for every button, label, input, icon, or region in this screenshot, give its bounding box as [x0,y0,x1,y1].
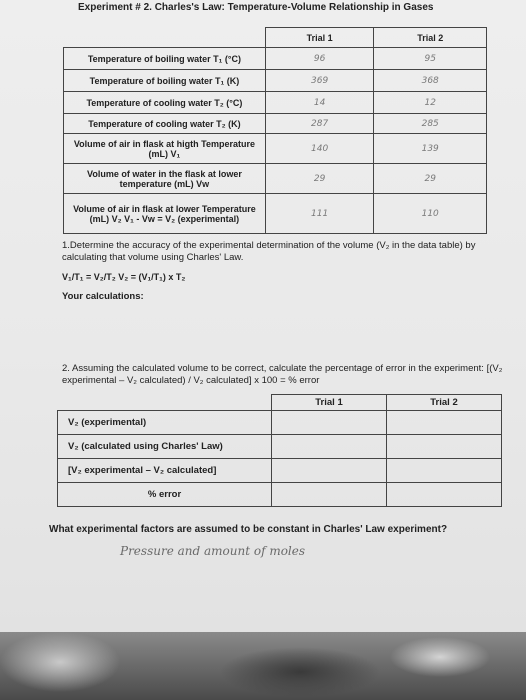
row-label: Volume of water in the flask at lower temperature (mL) Vw [64,164,266,194]
page-title: Experiment # 2. Charles's Law: Temperature-Volume Relationship in Gases [78,2,434,13]
handwritten-answer: Pressure and amount of moles [120,544,306,558]
table-row [64,164,487,194]
table-row [64,114,487,134]
trial-2-value: 110 [374,194,487,234]
row-label: V₂ (experimental) [58,411,272,435]
table-row [58,411,502,435]
trial-1-cell[interactable] [272,411,387,435]
table-row [64,92,487,114]
trial-2-value: 29 [374,164,487,194]
row-label: Temperature of boiling water T₁ (K) [64,70,266,92]
row-label: V₂ (calculated using Charles' Law) [58,435,272,459]
question-2: 2. Assuming the calculated volume to be correct, calculate the percentage of error in the experiment: [(V₂ experimental – V₂ calculated) / V₂ calculated] x 100 = % error [62,363,503,386]
background-surface [0,632,526,700]
trial-2-cell[interactable] [387,483,502,507]
trial-2-cell[interactable] [387,459,502,483]
trial-1-cell[interactable] [272,483,387,507]
table-row [58,435,502,459]
your-calculations-label: Your calculations: [62,291,144,302]
row-label: Volume of air in flask at lower Temperature (mL) V₂ V₁ - Vw = V₂ (experimental) [64,194,266,234]
row-label: Temperature of cooling water T₂ (°C) [64,92,266,114]
trial-1-value: 96 [265,48,374,70]
trial-2-value: 285 [374,114,487,134]
trial-2-value: 139 [374,134,487,164]
trial-2-header: Trial 2 [374,28,487,48]
trial-1-value: 369 [265,70,374,92]
row-label: Volume of air in flask at higth Temperature (mL) V₁ [64,134,266,164]
trial-2-cell[interactable] [387,411,502,435]
trial-1-value: 140 [265,134,374,164]
trial-1-cell[interactable] [272,459,387,483]
table-row [64,70,487,92]
table-row [58,459,502,483]
row-label: % error [58,483,272,507]
data-table [63,27,487,234]
charles-law-formula: V₁/T₁ = V₂/T₂ V₂ = (V₁/T₁) x T₂ [62,272,186,282]
row-label: [V₂ experimental – V₂ calculated] [58,459,272,483]
row-label: Temperature of boiling water T₁ (°C) [64,48,266,70]
trial-1-value: 111 [265,194,374,234]
row-label: Temperature of cooling water T₂ (K) [64,114,266,134]
trial-1-header: Trial 1 [265,28,374,48]
question-3: What experimental factors are assumed to be constant in Charles' Law experiment? [49,524,448,535]
error-table [57,394,502,507]
question-1: 1.Determine the accuracy of the experimental determination of the volume (V₂ in the data table) by calculating that volume using Charles' Law. [62,240,476,263]
trial-2-cell[interactable] [387,435,502,459]
trial-2-value: 12 [374,92,487,114]
trial-1-value: 14 [265,92,374,114]
table-row [64,48,487,70]
trial-1-value: 287 [265,114,374,134]
trial-2-value: 95 [374,48,487,70]
trial-2-header: Trial 2 [387,395,502,411]
trial-2-value: 368 [374,70,487,92]
trial-1-cell[interactable] [272,435,387,459]
table-row [64,194,487,234]
trial-1-header: Trial 1 [272,395,387,411]
trial-1-value: 29 [265,164,374,194]
table-row [64,134,487,164]
table-row [58,483,502,507]
